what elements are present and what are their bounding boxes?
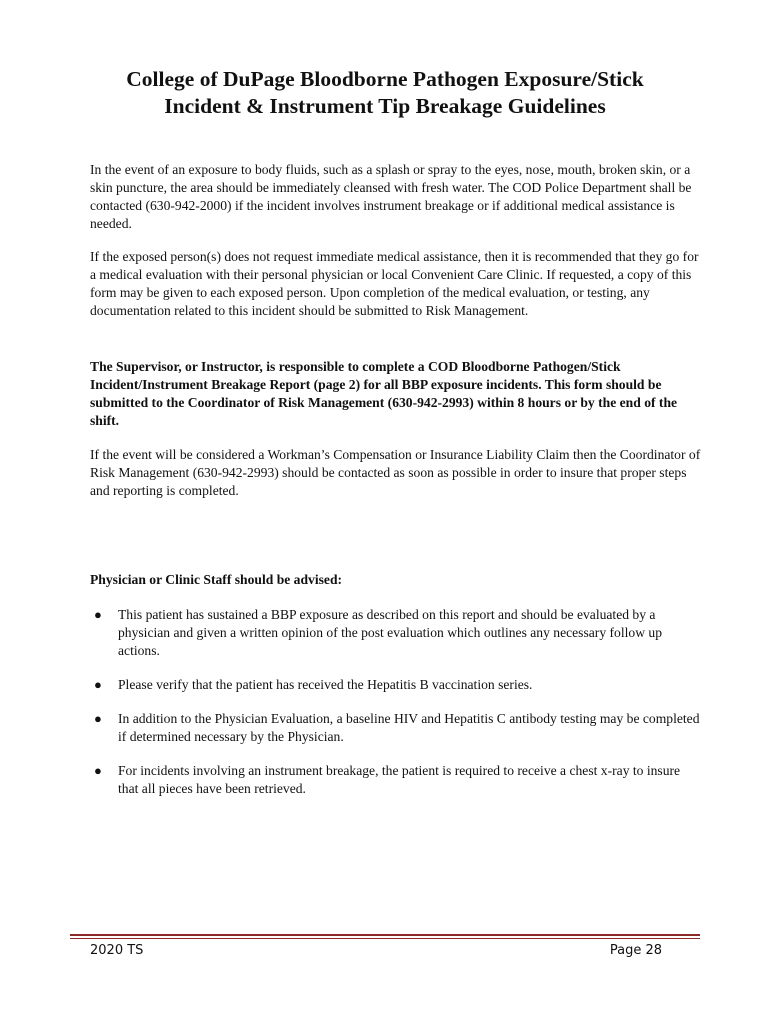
bullet-icon: ● (94, 677, 102, 692)
bullet-text: For incidents involving an instrument breakage, the patient is required to receive a chest x-ray to insure that all pieces have been retrieved. (118, 763, 681, 796)
list-item (90, 762, 702, 798)
compensation-claim-paragraph: If the event will be considered a Workman’s Compensation or Insurance Liability Claim then the Coordinator of Risk Management (630-942-2993) should be contacted as soon as possible in order to insure that proper steps and reporting is completed. (90, 447, 701, 498)
medical-evaluation-paragraph: If the exposed person(s) does not request immediate medical assistance, then it is recommended that they go for a medical evaluation with their personal physician or local Convenient Care Clinic. If requested, a copy of this form may be given to each exposed person. Upon completion of the medical evaluation, or testing, any documentation related to this incident should be submitted to Risk Management. (90, 249, 699, 318)
document-title (80, 66, 690, 120)
title-line-2: Incident & Instrument Tip Breakage Guidelines (164, 94, 606, 118)
exposure-paragraph: In the event of an exposure to body fluids, such as a splash or spray to the eyes, nose, mouth, broken skin, or a skin puncture, the area should be immediately cleansed with fresh water. The COD Police Department shall be contacted (630-942-2000) if the incident involves instrument breakage or if additional medical assistance is needed. (90, 162, 692, 231)
footer-document-code: 2020 TS (90, 943, 144, 958)
bullet-text: This patient has sustained a BBP exposure as described on this report and should be evaluated by a physician and given a written opinion of the post evaluation which outlines any necessary follow up actions. (118, 607, 663, 658)
list-item (90, 676, 702, 694)
footer-page-number: Page 28 (609, 943, 662, 958)
bullet-icon: ● (94, 763, 102, 778)
bullet-text: Please verify that the patient has received the Hepatitis B vaccination series. (118, 677, 533, 692)
bullet-text: In addition to the Physician Evaluation, a baseline HIV and Hepatitis C antibody testing may be completed if determined necessary by the Physician. (118, 711, 700, 744)
footer-divider-thick (70, 934, 700, 936)
bullet-icon: ● (94, 711, 102, 726)
supervisor-responsibility-paragraph: The Supervisor, or Instructor, is responsible to complete a COD Bloodborne Pathogen/Stick Incident/Instrument Breakage Report (page 2) for all BBP exposure incidents. This form should be submitted to the Coordinator of Risk Management (630-942-2993) within 8 hours or by the end of the shift. (90, 359, 678, 428)
physician-advisory-heading: Physician or Clinic Staff should be advised: (90, 572, 343, 587)
list-item (90, 606, 702, 660)
title-line-1: College of DuPage Bloodborne Pathogen Exposure/Stick (126, 67, 644, 91)
list-item (90, 710, 702, 746)
bullet-icon: ● (94, 607, 102, 622)
footer-divider-thin (70, 938, 700, 939)
advisory-bullet-list (90, 606, 702, 814)
